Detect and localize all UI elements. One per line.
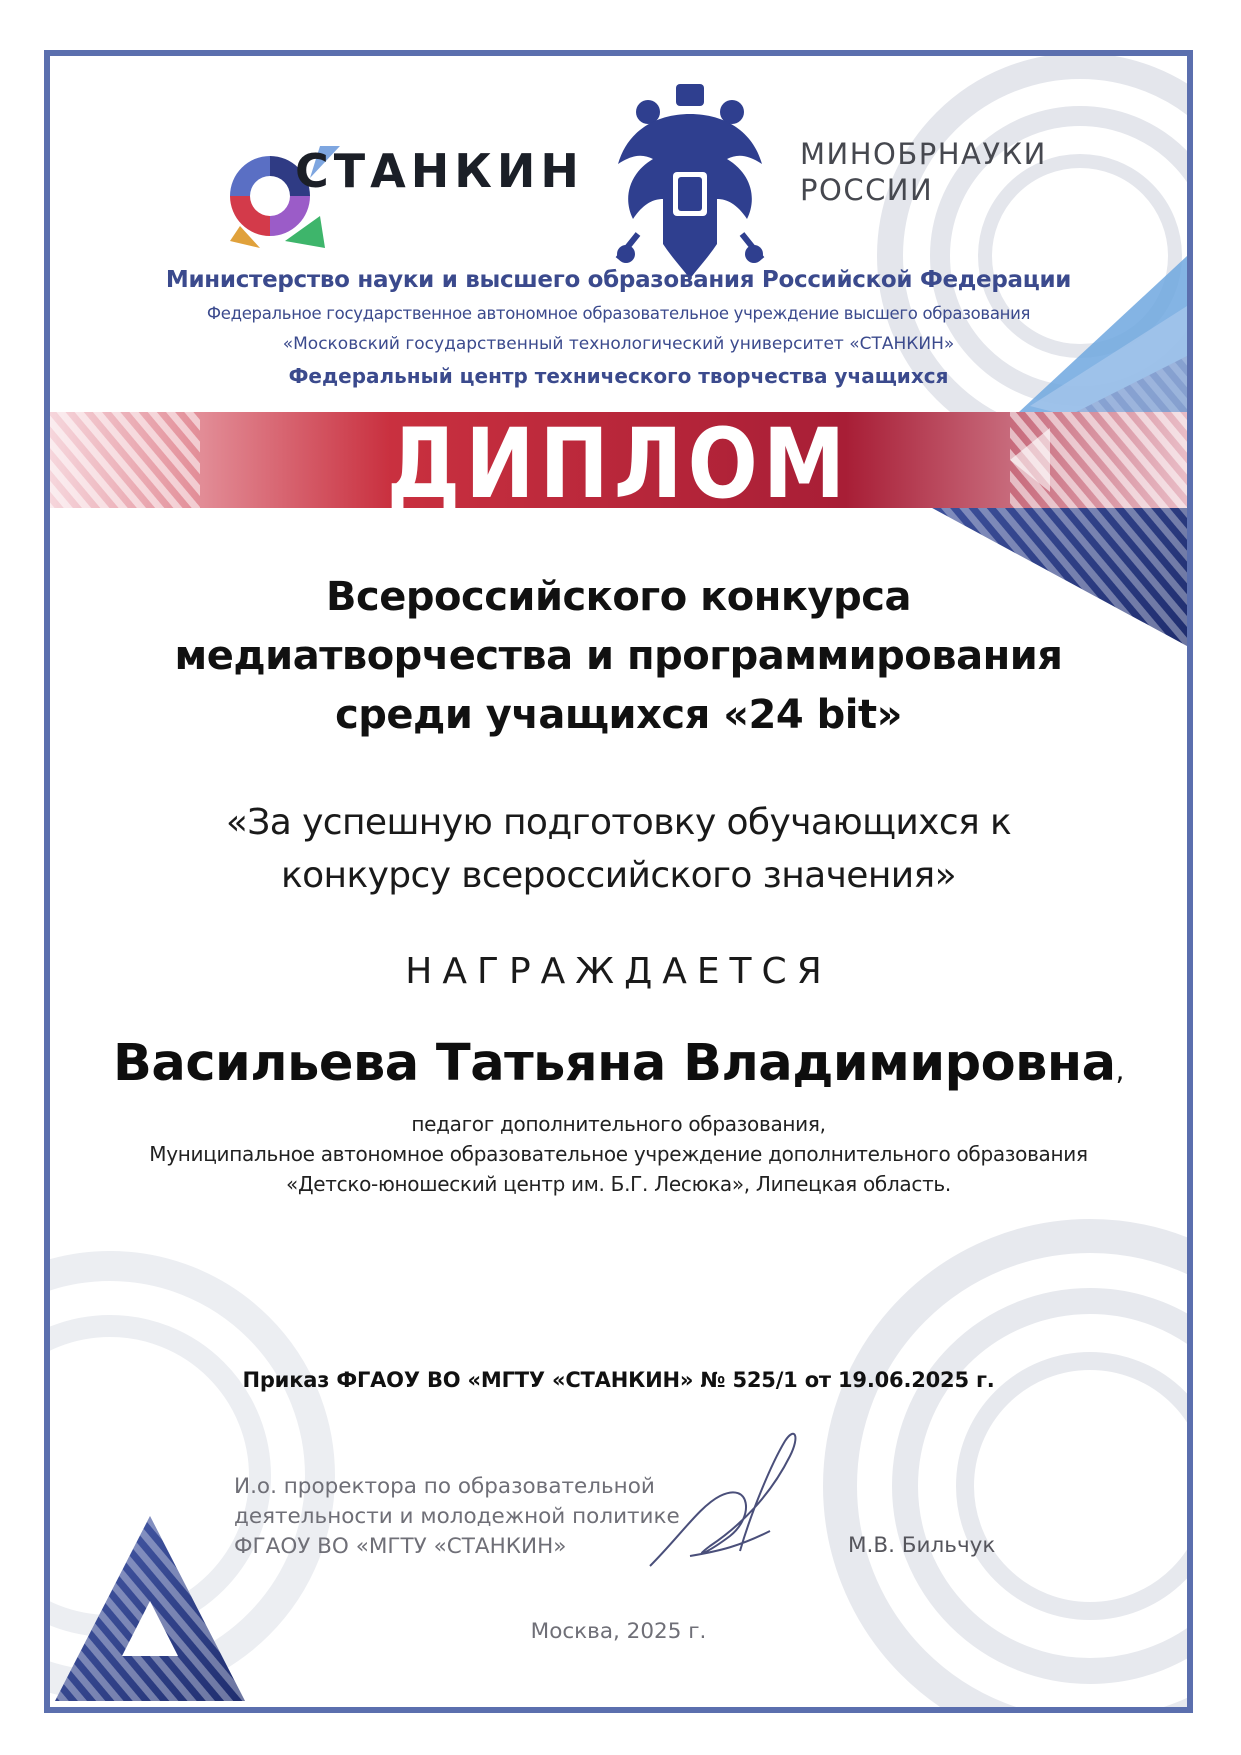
recipient-name-line	[50, 1034, 1187, 1093]
stankin-logo-text: СТАНКИН	[295, 144, 584, 198]
awarded-label: НАГРАЖДАЕТСЯ	[405, 951, 832, 992]
order-reference: Приказ ФГАОУ ВО «МГТУ «СТАНКИН» № 525/1 от 19.06.2025 г.	[242, 1368, 995, 1392]
recipient-organization: Муниципальное автономное образовательное учреждение дополнительного образования	[149, 1142, 1088, 1166]
merit-text	[50, 796, 1187, 902]
contest-line2: медиатворчества и программирования	[174, 633, 1063, 679]
merit-line1: «За успешную подготовку обучающихся к	[225, 802, 1012, 843]
contest-line1: Всероссийского конкурса	[326, 574, 911, 620]
merit-line2: конкурсу всероссийского значения»	[280, 855, 957, 896]
ministry-brand-line2: РОССИИ	[800, 173, 934, 207]
signatory-title-line1: И.о. проректора по образовательной	[234, 1474, 655, 1499]
signatory-title-line2: деятельности и молодежной политике	[234, 1504, 680, 1529]
diploma-title: ДИПЛОМ	[386, 408, 851, 520]
contest-name	[50, 568, 1187, 745]
contest-line3: среди учащихся «24 bit»	[335, 692, 902, 738]
coat-of-arms	[617, 84, 763, 279]
signatory-name: М.В. Бильчук	[848, 1533, 996, 1558]
recipient-details	[50, 1109, 1187, 1199]
signatory-title-line3: ФГАОУ ВО «МГТУ «СТАНКИН»	[234, 1534, 567, 1559]
header-university: «Московский государственный технологический университет «СТАНКИН»	[282, 334, 955, 354]
header-ministry: Министерство науки и высшего образования Российской Федерации	[165, 267, 1072, 293]
triangle-emblem	[55, 1516, 245, 1701]
recipient-position: педагог дополнительного образования,	[411, 1112, 826, 1136]
diploma-page	[44, 50, 1193, 1713]
recipient-center: «Детско-юношеский центр им. Б.Г. Лесюка», Липецкая область.	[286, 1172, 951, 1196]
city-year: Москва, 2025 г.	[530, 1619, 707, 1644]
header-center: Федеральный центр технического творчества учащихся	[288, 364, 949, 388]
signatory-title	[234, 1472, 680, 1562]
recipient-comma: ,	[1115, 1054, 1124, 1087]
ministry-brand-line1: МИНОБРНАУКИ	[800, 137, 1047, 171]
recipient-name: Васильева Татьяна Владимировна	[113, 1034, 1116, 1093]
header-institution-type: Федеральное государственное автономное образовательное учреждение высшего образования	[206, 304, 1031, 323]
ministry-brand	[800, 136, 1047, 208]
